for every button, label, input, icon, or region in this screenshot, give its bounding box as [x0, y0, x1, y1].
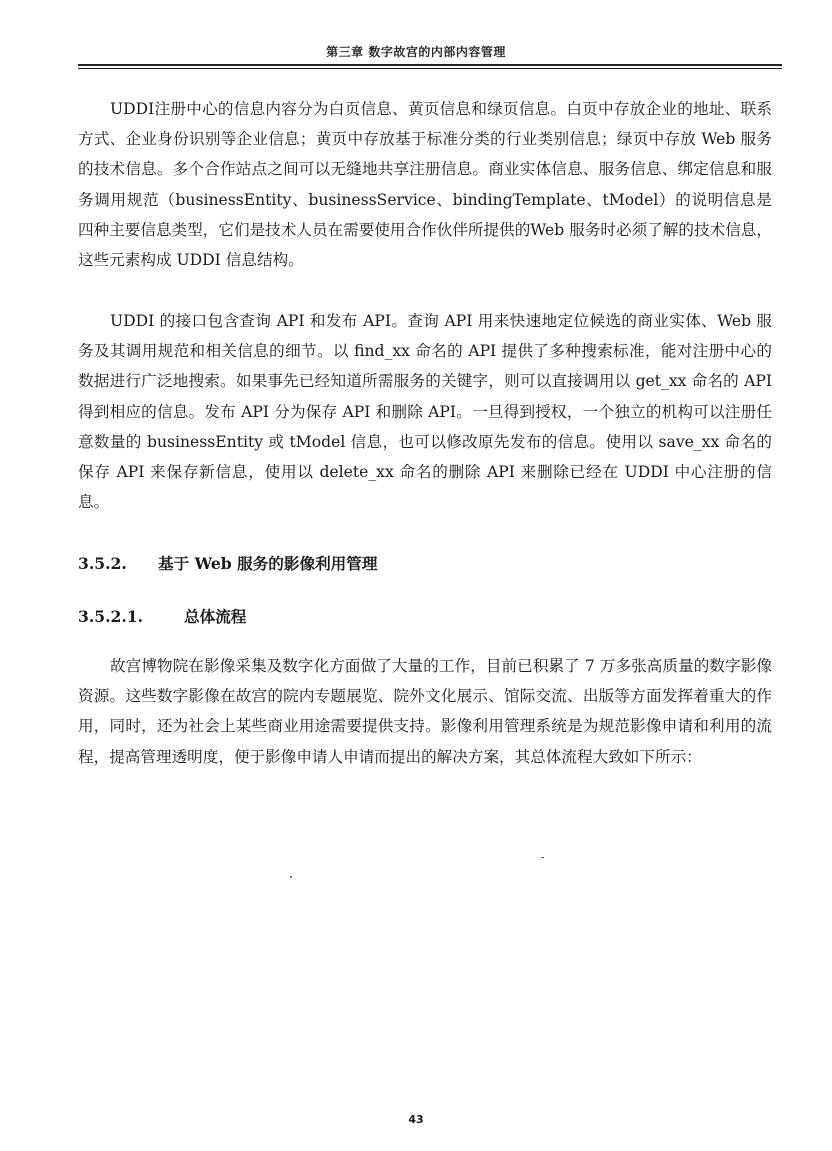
paragraph-uddi-api: UDDI 的接口包含查询 API 和发布 API。查询 API 用来快速地定位候选的商业实体、Web 服务及其调用规范和相关信息的细节。以 find_xx 命名的 API 提供了多种搜索标准，能对注册中心的数据进行广泛地搜索。如果事先已经知道所需服务的关键字，则可以直接调用以 get_xx 命名的 API 得到相应的信息。发布 API 分为保存 API 和删除 API。一旦得到授权，一个独立的机构可以注册任意数量的 businessEntity 或 tModel 信息，也可以修改原先发布的信息。使用以 save_xx 命名的保存 API 来保存新信息，使用以 delete_xx 命名的删除 API 来删除已经在 UDDI 中心注册的信息。 [78, 312, 772, 512]
page-number: 43 [408, 1113, 424, 1126]
subsection-title: 总体流程 [184, 607, 247, 626]
scan-speck [290, 876, 292, 878]
subsection-number: 3.5.2.1. [78, 607, 144, 626]
scan-speck [541, 857, 544, 858]
running-header: 第三章 数字故宫的内部内容管理 [326, 45, 506, 59]
subsection-heading-3-5-2-1 [78, 605, 246, 627]
paragraph-overall-process: 故宫博物院在影像采集及数字化方面做了大量的工作，目前已积累了 7 万多张高质量的数字影像资源。这些数字影像在故宫的院内专题展览、院外文化展示、馆际交流、出版等方面发挥着重大的作用，同时，还为社会上某些商业用途需要提供支持。影像利用管理系统是为规范影像申请和利用的流程，提高管理透明度，便于影像申请人申请而提出的解决方案，其总体流程大致如下所示： [78, 657, 772, 766]
header-rule [78, 64, 782, 66]
header-rule-thin [78, 68, 782, 69]
section-title: 基于 Web 服务的影像利用管理 [158, 554, 378, 573]
section-heading-3-5-2 [78, 552, 377, 574]
section-number: 3.5.2. [78, 554, 127, 573]
paragraph-uddi-registry-info: UDDI注册中心的信息内容分为白页信息、黄页信息和绿页信息。白页中存放企业的地址、联系方式、企业身份识别等企业信息；黄页中存放基于标准分类的行业类别信息；绿页中存放 Web 服务的技术信息。多个合作站点之间可以无缝地共享注册信息。商业实体信息、服务信息、绑定信息和服务调用规范（businessEntity、businessService、bindingTemplate、tModel）的说明信息是四种主要信息类型，它们是技术人员在需要使用合作伙伴所提供的Web 服务时必须了解的技术信息，这些元素构成 UDDI 信息结构。 [78, 100, 772, 270]
